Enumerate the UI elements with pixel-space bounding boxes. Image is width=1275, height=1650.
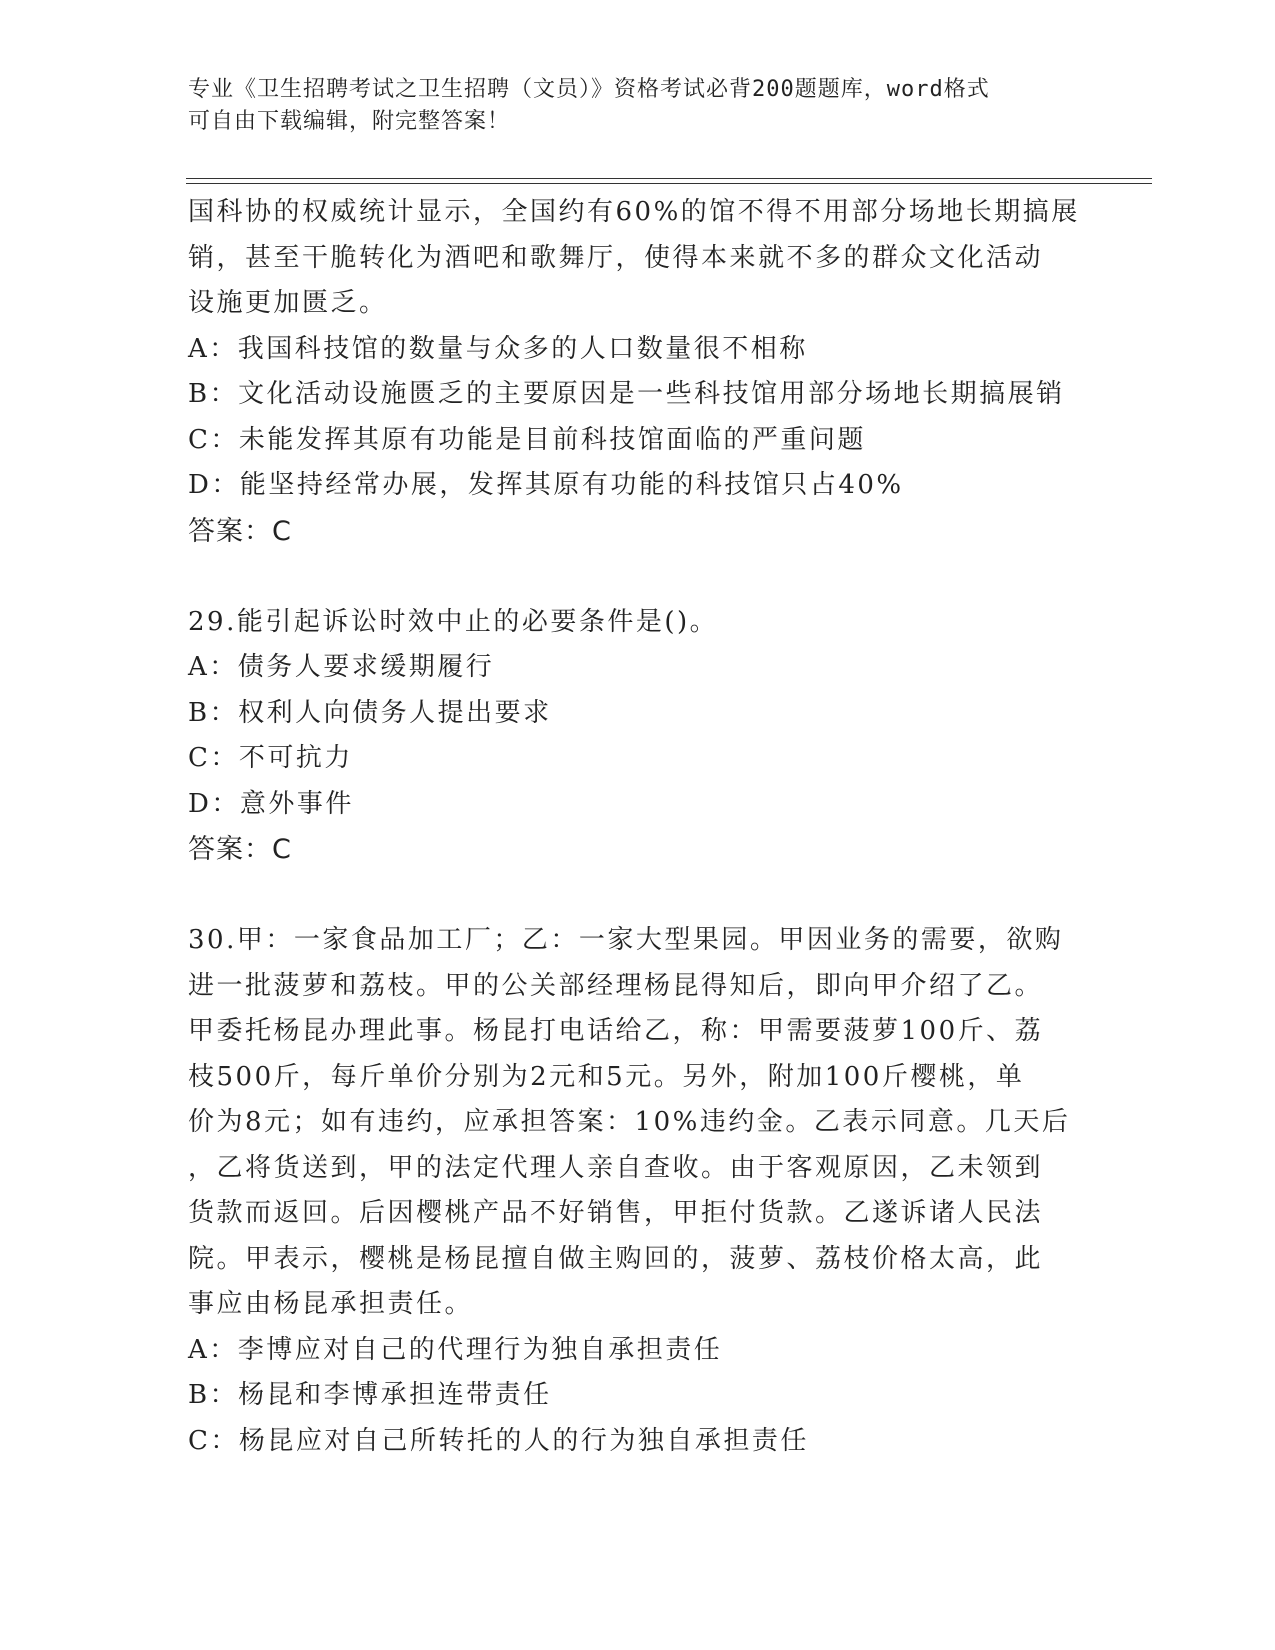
option-b: B：杨昆和李博承担连带责任 bbox=[188, 1380, 552, 1410]
option-a: A：李博应对自己的代理行为独自承担责任 bbox=[188, 1334, 723, 1365]
option-c: C：不可抗力 bbox=[188, 743, 353, 773]
document-body bbox=[188, 190, 1088, 1464]
question-stem-line: 销，甚至干脆转化为酒吧和歌舞厅，使得本来就不多的群众文化活动 bbox=[188, 242, 1044, 273]
option-a: A：我国科技馆的数量与众多的人口数量很不相称 bbox=[188, 333, 808, 364]
option-d: D：意外事件 bbox=[188, 788, 354, 819]
question-stem-line: 设施更加匮乏。 bbox=[188, 288, 388, 318]
header-divider-top bbox=[186, 178, 1152, 179]
option-a: A：债务人要求缓期履行 bbox=[188, 652, 495, 682]
header-line-2: 可自由下载编辑，附完整答案！ bbox=[188, 109, 511, 134]
question-stem-line: 价为8元；如有违约，应承担答案：10%违约金。乙表示同意。几天后 bbox=[188, 1107, 1071, 1137]
option-b: B：文化活动设施匮乏的主要原因是一些科技馆用部分场地长期搞展销 bbox=[188, 379, 1065, 409]
question-stem-line: 进一批菠萝和荔枝。甲的公关部经理杨昆得知后，即向甲介绍了乙。 bbox=[188, 970, 1044, 1001]
option-b: B：权利人向债务人提出要求 bbox=[188, 697, 552, 728]
question-stem-line: 国科协的权威统计显示，全国约有60%的馆不得不用部分场地长期搞展 bbox=[188, 197, 1080, 227]
document-header bbox=[188, 74, 1068, 138]
option-c: C：未能发挥其原有功能是目前科技馆面临的严重问题 bbox=[188, 424, 866, 455]
option-d: D：能坚持经常办展，发挥其原有功能的科技馆只占40% bbox=[188, 470, 904, 500]
question-stem-line: 院。甲表示，樱桃是杨昆擅自做主购回的，菠萝、荔枝价格太高，此 bbox=[188, 1243, 1044, 1274]
spacer bbox=[188, 873, 1088, 919]
answer-line: 答案：C bbox=[188, 834, 292, 865]
question-stem-line: 货款而返回。后因樱桃产品不好销售，甲拒付货款。乙遂诉诸人民法 bbox=[188, 1198, 1044, 1228]
header-line-1: 专业《卫生招聘考试之卫生招聘（文员）》资格考试必背200题题库，word格式 bbox=[188, 77, 990, 102]
header-divider-bottom bbox=[186, 183, 1152, 184]
answer-line: 答案：C bbox=[188, 515, 292, 547]
question-30 bbox=[188, 918, 1088, 1464]
question-29 bbox=[188, 600, 1088, 873]
question-stem-line: 甲委托杨昆办理此事。杨昆打电话给乙，称：甲需要菠萝100斤、荔 bbox=[188, 1016, 1044, 1046]
question-stem-line: 枝500斤，每斤单价分别为2元和5元。另外，附加100斤樱桃，单 bbox=[188, 1061, 1025, 1092]
question-stem-line: 30.甲：一家食品加工厂；乙：一家大型果园。甲因业务的需要，欲购 bbox=[188, 925, 1064, 955]
question-stem-line: ，乙将货送到，甲的法定代理人亲自查收。由于客观原因，乙未领到 bbox=[188, 1152, 1044, 1183]
question-28 bbox=[188, 190, 1088, 554]
option-c: C：杨昆应对自己所转托的人的行为独自承担责任 bbox=[188, 1425, 809, 1456]
question-stem-line: 事应由杨昆承担责任。 bbox=[188, 1289, 474, 1319]
question-stem-line: 29.能引起诉讼时效中止的必要条件是()。 bbox=[188, 606, 719, 637]
spacer bbox=[188, 554, 1088, 600]
